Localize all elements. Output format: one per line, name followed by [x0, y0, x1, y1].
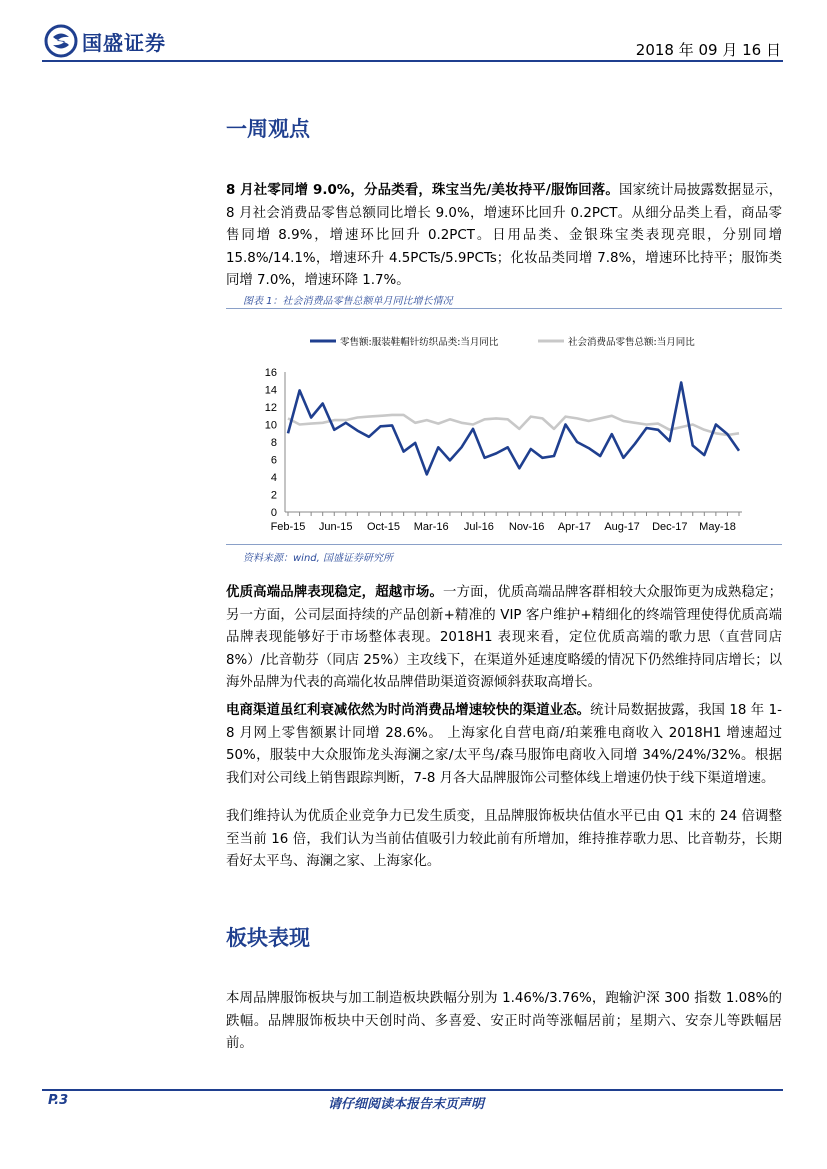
retail-growth-line-chart — [226, 318, 782, 540]
series-line-apparel — [288, 383, 739, 475]
paragraph-retail — [226, 180, 782, 293]
paragraph-ecommerce — [226, 700, 782, 790]
section-title-sector-performance: 板块表现 — [226, 926, 310, 950]
figure-bottom-rule — [226, 544, 782, 545]
chart-legend — [310, 336, 695, 348]
paragraph-recommendation: 我们维持认为优质企业竞争力已发生质变，且品牌服饰板块估值水平已由 Q1 末的 24 倍调整至当前 16 倍，我们认为当前估值吸引力较此前有所增加，维持推荐歌力思、比音勒芬，长期看好太平鸟、海澜之家、上海家化。 — [226, 809, 782, 869]
x-tick-label: Mar-16 — [413, 521, 449, 533]
x-tick-label: Feb-15 — [270, 521, 306, 533]
report-date: 2018 年 09 月 16 日 — [635, 41, 781, 59]
x-tick-label: Nov-16 — [508, 521, 545, 533]
paragraph-premium-lead: 优质高端品牌表现稳定，超越市场。 — [226, 585, 444, 600]
y-tick-label: 2 — [270, 489, 277, 502]
paragraph-premium-body: 一方面，优质高端品牌客群相较大众服饰更为成熟稳定；另一方面，公司层面持续的产品创新+精准的 VIP 客户维护+精细化的终端管理使得优质高端品牌表现能够好于市场整体表现。2018H1 表现来看，定位优质高端的歌力思（直营同店 8%）/比音勒芬（同店 25%）主攻线下，在渠道外延速度略缓的情况下仍然维持同店增长；以海外品牌为代表的高端化妆品牌借助渠道资源倾斜获取高增长。 — [226, 585, 783, 690]
page-number: P.3 — [48, 1093, 69, 1108]
brand-name: 国盛证券 — [82, 30, 166, 55]
y-tick-label: 8 — [270, 437, 277, 449]
x-tick-label: Jul-16 — [463, 521, 494, 533]
paragraph-retail-lead: 8 月社零同增 9.0%，分品类看，珠宝当先/美妆持平/服饰回落。 — [226, 183, 620, 198]
y-tick-label: 0 — [270, 507, 277, 519]
brand-logo — [44, 24, 166, 58]
paragraph-premium-brands — [226, 582, 782, 695]
y-tick-label: 16 — [264, 367, 277, 379]
y-tick-label: 14 — [264, 384, 277, 397]
x-tick-label: May-18 — [699, 521, 736, 533]
legend-label-total: 社会消费品零售总额:当月同比 — [568, 337, 695, 348]
paragraph-retail-body: 国家统计局披露数据显示，8 月社会消费品零售总额同比增长 9.0%，增速环比回升 0.2PCT。从细分品类上看，商品零售同增 8.9%，增速环比回升 0.2PCT。日用品类、金银珠宝类表现亮眼，分别同增 15.8%/14.1%，增速环升 4.5PCTs/5.9PCTs；化妆品类同增 7.8%，增速环比持平；服饰类同增 7.0%，增速环降 1.7%。 — [226, 183, 783, 288]
y-tick-label: 6 — [270, 454, 277, 467]
x-tick-label: Jun-15 — [318, 521, 353, 533]
figure-source: 资料来源：wind, 国盛证券研究所 — [243, 553, 393, 564]
section-title-weekly-view: 一周观点 — [226, 117, 310, 141]
paragraph-sector: 本周品牌服饰板块与加工制造板块跌幅分别为 1.46%/3.76%，跑输沪深 300 指数 1.08%的跌幅。品牌服饰板块中天创时尚、多喜爱、安正时尚等涨幅居前；星期六、安奈儿等跌幅居前。 — [226, 991, 782, 1051]
header-divider — [42, 60, 783, 62]
paragraph-ecommerce-lead: 电商渠道虽红利衰减依然为时尚消费品增速较快的渠道业态。 — [226, 703, 591, 718]
disclaimer-note: 请仔细阅读本报告末页声明 — [328, 1097, 485, 1112]
x-tick-label: Aug-17 — [604, 521, 640, 533]
chart-series — [288, 383, 739, 475]
x-tick-label: Dec-17 — [652, 521, 688, 533]
legend-label-apparel: 零售额:服装鞋帽针纺织品类:当月同比 — [340, 337, 499, 348]
footer-divider — [42, 1089, 783, 1091]
logo-icon — [44, 24, 78, 58]
figure-top-rule — [226, 308, 782, 309]
figure-caption: 图表 1：社会消费品零售总额单月同比增长情况 — [243, 296, 453, 307]
y-tick-label: 12 — [264, 402, 277, 414]
x-tick-label: Apr-17 — [557, 521, 591, 533]
y-tick-label: 4 — [270, 472, 277, 484]
x-tick-label: Oct-15 — [366, 521, 400, 533]
y-tick-label: 10 — [264, 419, 277, 432]
paragraph-ecommerce-body: 统计局数据披露，我国 18 年 1-8 月网上零售额累计同增 28.6%。 上海家化自营电商/珀莱雅电商收入 2018H1 增速超过 50%，服装中大众服饰龙头海澜之家/太平鸟/森马服饰电商收入同增 34%/24%/32%。根据我们对公司线上销售跟踪判断，7-8 月各大品牌服饰公司整体线上增速仍快于线下渠道增速。 — [226, 703, 782, 786]
